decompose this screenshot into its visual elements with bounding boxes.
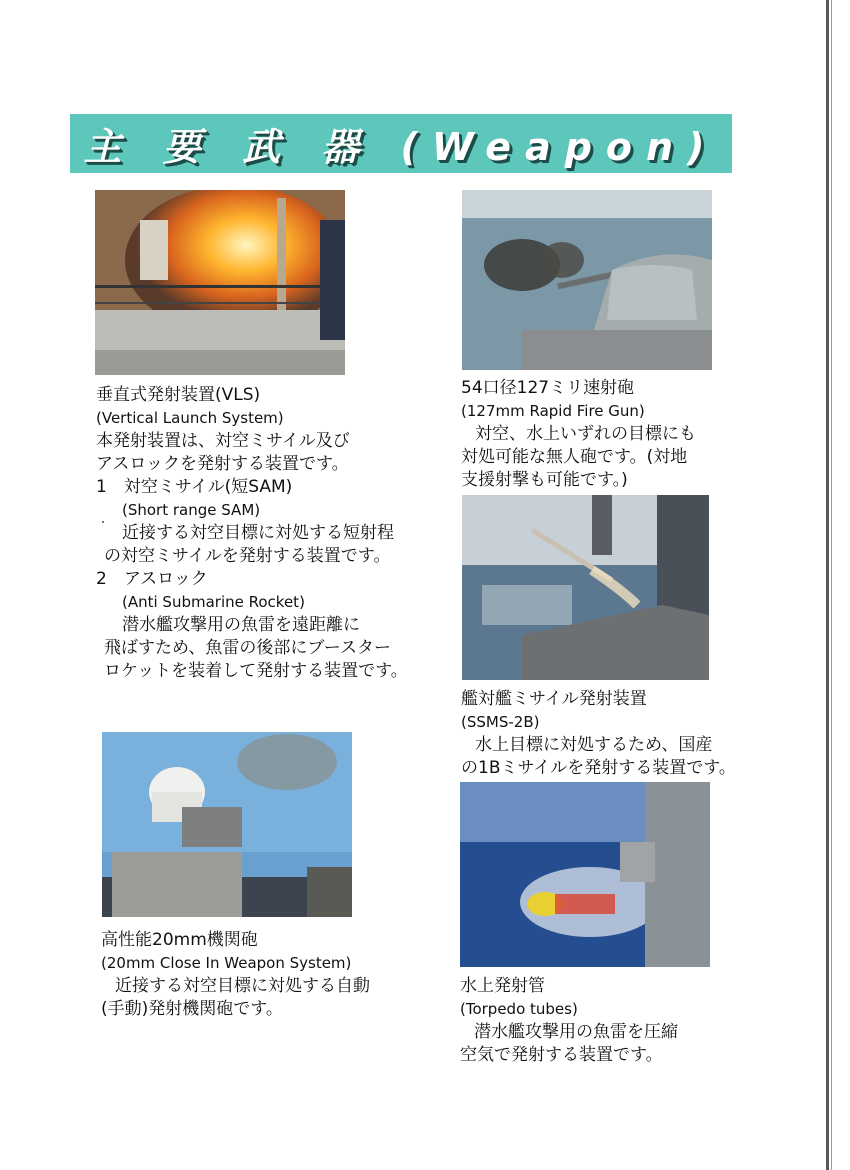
- gun127-section: [461, 377, 696, 492]
- vls-item2-desc-3: ロケットを装着して発射する装置です。: [104, 661, 408, 681]
- page-edge-line: [831, 0, 832, 1170]
- vls-item2-english: (Anti Submarine Rocket): [122, 593, 305, 611]
- scan-dot: [102, 521, 104, 523]
- ciws-desc-1: 近接する対空目標に対処する自動: [115, 976, 370, 996]
- torpedo-english: (Torpedo tubes): [460, 1000, 578, 1018]
- ssm-photo: [462, 495, 709, 680]
- gun127-english: (127mm Rapid Fire Gun): [461, 402, 645, 420]
- vls-section: [96, 384, 408, 683]
- gun127-desc-3: 支援射撃も可能です。): [461, 470, 628, 490]
- torpedo-section: [460, 975, 678, 1067]
- ssm-section: [461, 688, 736, 780]
- page-title: 主 要 武 器 (Weapon): [83, 125, 719, 169]
- torpedo-desc-1: 潜水艦攻撃用の魚雷を圧縮: [474, 1022, 678, 1042]
- torpedo-photo: [460, 782, 710, 967]
- gun127-desc-2: 対処可能な無人砲です。(対地: [461, 447, 688, 467]
- ssm-name: 艦対艦ミサイル発射装置: [461, 689, 647, 709]
- vls-item1-label: 1 対空ミサイル(短SAM): [96, 477, 293, 497]
- title-banner: [70, 114, 732, 173]
- vls-item2-desc-1: 潜水艦攻撃用の魚雷を遠距離に: [122, 615, 360, 635]
- gun127-name: 54口径127ミリ速射砲: [461, 378, 635, 398]
- vls-desc-1: 本発射装置は、対空ミサイル及び: [96, 431, 350, 451]
- ciws-name: 高性能20mm機関砲: [101, 930, 258, 950]
- vls-item1-desc-2: の対空ミサイルを発射する装置です。: [104, 546, 391, 566]
- torpedo-desc-2: 空気で発射する装置です。: [460, 1045, 663, 1065]
- torpedo-name: 水上発射管: [460, 976, 545, 996]
- vls-item1-desc-1: 近接する対空目標に対処する短射程: [122, 523, 394, 543]
- gun127-desc-1: 対空、水上いずれの目標にも: [475, 424, 696, 444]
- gun127-photo: [462, 190, 712, 370]
- ssm-desc-2: の1Bミサイルを発射する装置です。: [461, 758, 736, 778]
- vls-name: 垂直式発射装置(VLS): [96, 385, 261, 405]
- vls-item2-label: 2 アスロック: [96, 569, 208, 589]
- ciws-desc-2: (手動)発射機関砲です。: [101, 999, 283, 1019]
- vls-photo: [95, 190, 345, 375]
- vls-english: (Vertical Launch System): [96, 409, 284, 427]
- ssm-desc-1: 水上目標に対処するため、国産: [475, 735, 713, 755]
- ciws-section: [101, 929, 370, 1021]
- vls-desc-2: アスロックを発射する装置です。: [96, 454, 349, 474]
- ssm-english: (SSMS-2B): [461, 713, 540, 731]
- ciws-english: (20mm Close In Weapon System): [101, 954, 352, 972]
- vls-item1-english: (Short range SAM): [122, 501, 261, 519]
- page-edge-shadow: [826, 0, 829, 1170]
- vls-item2-desc-2: 飛ばすため、魚雷の後部にブースター: [104, 638, 391, 658]
- ciws-photo: [102, 732, 352, 917]
